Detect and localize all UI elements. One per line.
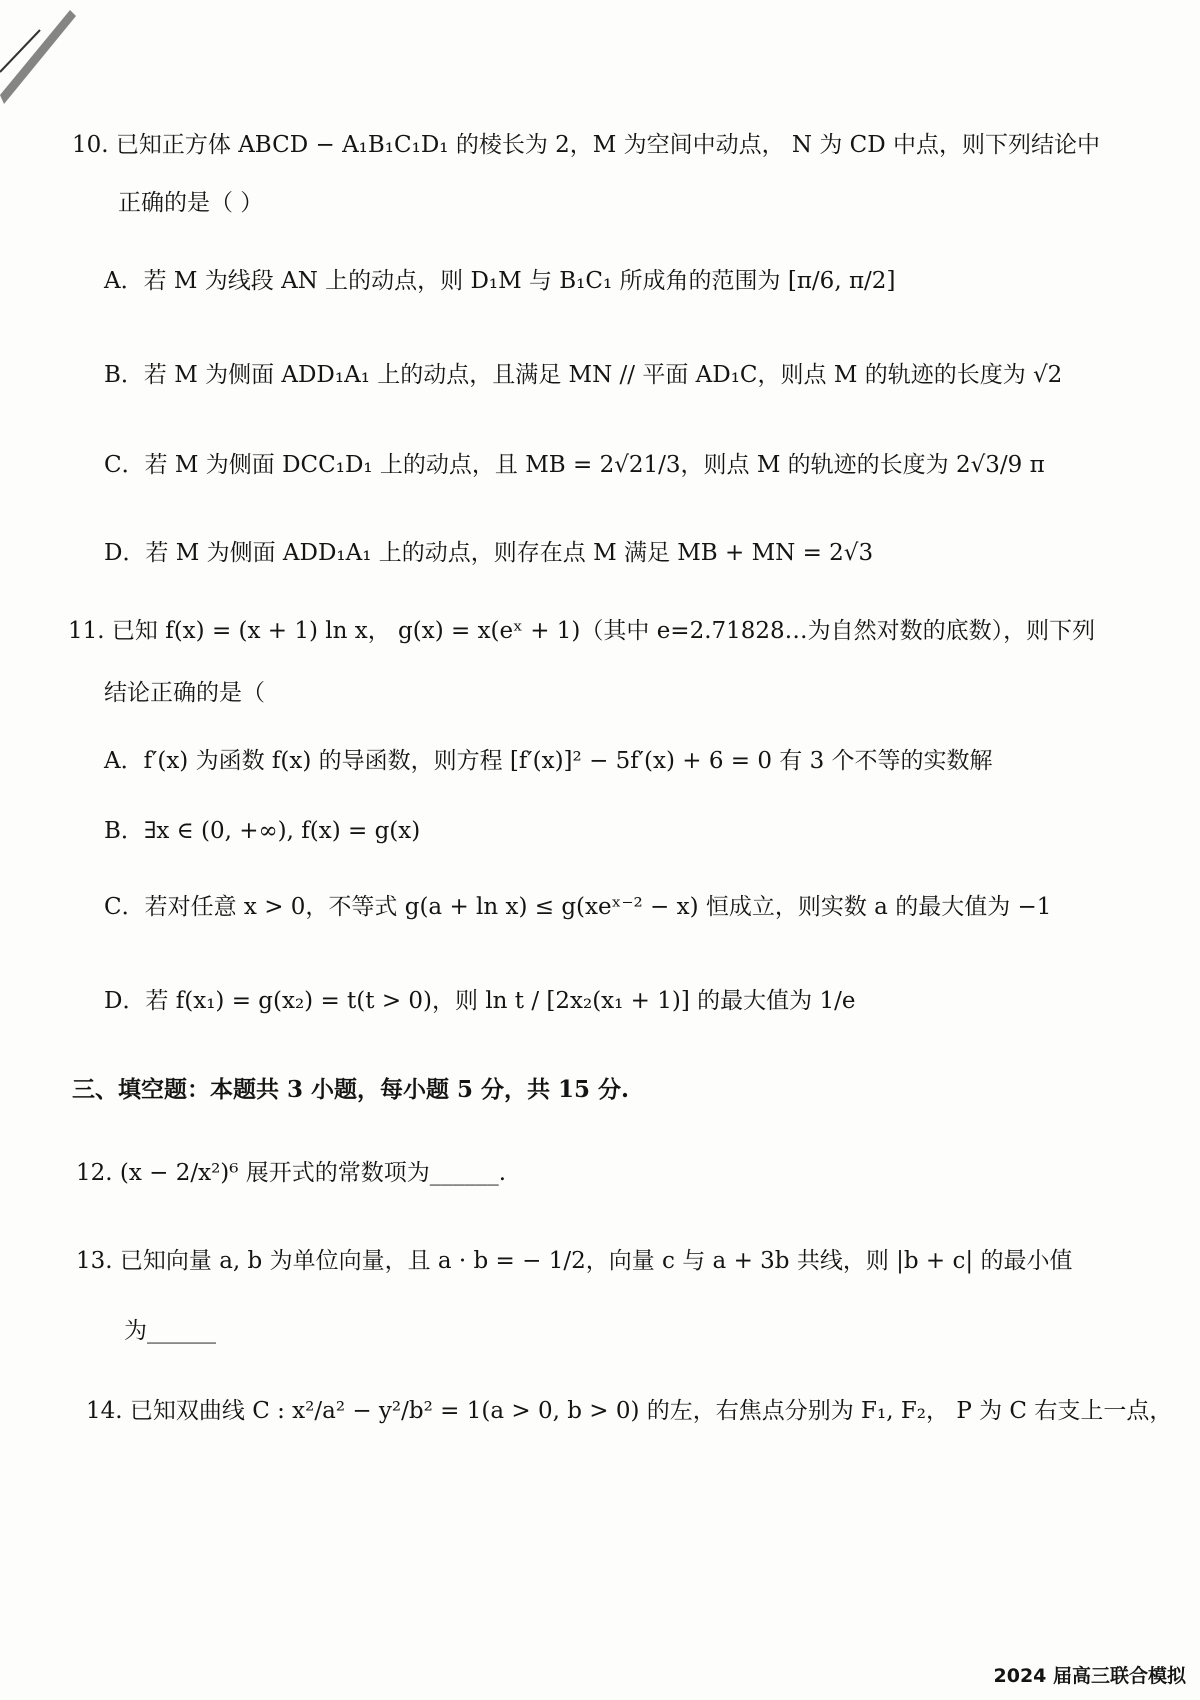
q10-option-d: D．若 M 为侧面 ADD₁A₁ 上的动点，则存在点 M 满足 MB + MN = 2√3 [104, 540, 874, 566]
q10-option-c: C．若 M 为侧面 DCC₁D₁ 上的动点，且 MB = 2√21/3，则点 M 的轨迹的长度为 2√3/9 π [104, 452, 1045, 478]
q12-text: 12. (x − 2/x²)⁶ 展开式的常数项为______. [76, 1160, 507, 1186]
q13-line1: 13. 已知向量 a, b 为单位向量，且 a · b = − 1/2，向量 c 与 a + 3b 共线，则 |b + c| 的最小值 [76, 1248, 1073, 1274]
q10-option-b: B．若 M 为侧面 ADD₁A₁ 上的动点，且满足 MN // 平面 AD₁C，则点 M 的轨迹的长度为 √2 [104, 362, 1063, 388]
q10-stem-line1: 10. 已知正方体 ABCD − A₁B₁C₁D₁ 的棱长为 2，M 为空间中动点， N 为 CD 中点，则下列结论中 [72, 132, 1101, 158]
q11-option-b: B．∃x ∈ (0, +∞), f(x) = g(x) [104, 818, 421, 844]
q11-stem-line1: 11. 已知 f(x) = (x + 1) ln x， g(x) = x(eˣ + 1)（其中 e=2.71828…为自然对数的底数），则下列 [68, 618, 1096, 644]
q10-option-a: A．若 M 为线段 AN 上的动点，则 D₁M 与 B₁C₁ 所成角的范围为 [π/6, π/2] [104, 268, 896, 294]
q13-line2: 为______ [124, 1318, 216, 1344]
folded-corner-mark [0, 0, 90, 110]
q11-option-d: D．若 f(x₁) = g(x₂) = t(t > 0)，则 ln t / [2x₂(x₁ + 1)] 的最大值为 1/e [104, 988, 856, 1014]
footer-exam-title: 2024 届高三联合模拟 [993, 1665, 1186, 1687]
q14-text: 14. 已知双曲线 C : x²/a² − y²/b² = 1(a > 0, b > 0) 的左，右焦点分别为 F₁, F₂， P 为 C 右支上一点， [86, 1398, 1173, 1424]
q11-option-a: A．f′(x) 为函数 f(x) 的导函数，则方程 [f′(x)]² − 5f′(x) + 6 = 0 有 3 个不等的实数解 [104, 748, 993, 774]
q11-option-c: C．若对任意 x > 0，不等式 g(a + ln x) ≤ g(xeˣ⁻² − x) 恒成立，则实数 a 的最大值为 −1 [104, 894, 1052, 920]
q11-stem-line2: 结论正确的是（ [104, 680, 265, 706]
section-3-heading: 三、填空题：本题共 3 小题，每小题 5 分，共 15 分. [72, 1076, 630, 1103]
q10-stem-line2: 正确的是（ ） [118, 190, 264, 216]
